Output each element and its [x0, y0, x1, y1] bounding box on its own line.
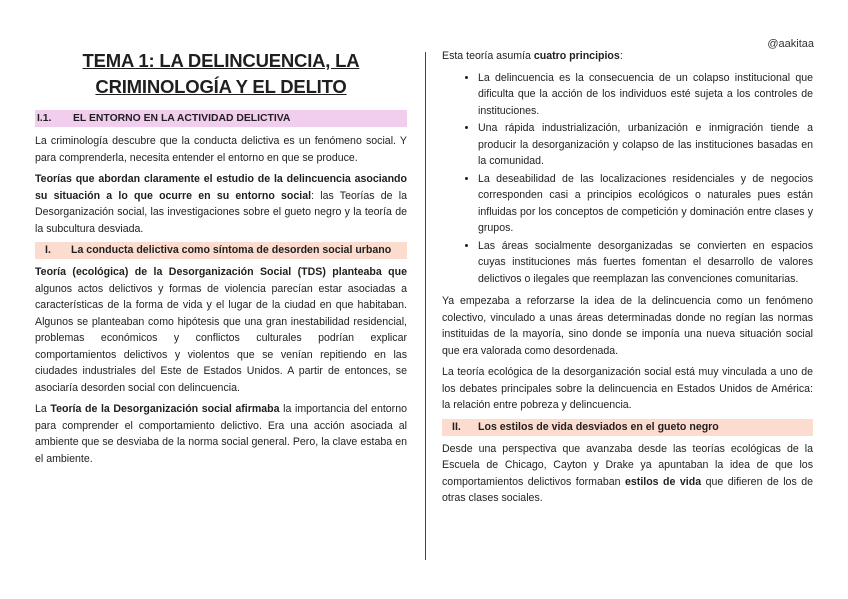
list-item: • Las áreas socialmente desorganizadas se convierten en espacios cuyas instituciones más fuertes fomentan el desarrollo de valores delictivos o ilegales que reemplazan las convenciones comunitarias. — [478, 238, 813, 288]
section-number: I.1. — [37, 113, 52, 124]
tds2-pre: La — [35, 403, 51, 415]
principles-intro-post: : — [619, 50, 623, 62]
principles-intro — [442, 48, 813, 65]
intro-paragraph: La criminología descubre que la conducta delictiva es un fenómeno social. Y para comprenderla, necesita entender el entorno en que se produce. — [35, 135, 407, 164]
author-handle: @aakitaa — [767, 38, 814, 50]
theories-rest: : las Teorías de la Desorganización social, las investigaciones sobre el gueto negro y la teoría de la subcultura desviada. — [35, 189, 407, 235]
principles-intro-bold: cuatro principios — [533, 50, 620, 62]
subsection-heading-1 — [35, 242, 407, 259]
tds2-bold: Teoría de la Desorganización social afirmaba — [50, 403, 280, 415]
subsection-heading-2 — [442, 419, 813, 436]
tds-rest: algunos actos delictivos y formas de violencia parecían estar asociadas a características de la forma de vida y el lugar de la ciudad en que habitaban. Algunos se planteaban como hipótesis que una gran inestabilidad residencial, problemas económicos y conflictos culturales podrían explicar comportamientos delictivos y violentos que se venían repitiendo en las ciudades industriales del Este de Estados Unidos. A partir de entonces, se asociaría desorden social con delincuencia. — [35, 282, 407, 394]
tds-bold: Teoría (ecológica) de la Desorganización Social (TDS) planteaba que — [35, 266, 407, 278]
left-column — [35, 48, 407, 472]
section-heading-1-1 — [35, 110, 407, 127]
column-divider — [425, 52, 426, 560]
page-title — [35, 48, 407, 100]
subsection-number: I. — [45, 244, 51, 256]
principles-intro-pre: Esta teoría asumía — [442, 50, 534, 62]
chicago-paragraph — [442, 441, 813, 507]
tds2-rest: la importancia del entorno para comprender el comportamiento delictivo. Era una acción asociada al ambiente que se desviaba de la norma social general. Pero, la clave estaba en el ambiente. — [35, 403, 407, 465]
list-item: • La delincuencia es la consecuencia de un colapso institucional que dificulta que la acción de los individuos esté sujeta a los controles de instituciones. — [478, 70, 813, 120]
tds-paragraph — [35, 264, 407, 396]
theories-bold: Teorías que abordan claramente el estudio de la delincuencia asociando su situación a lo que ocurre en su entorno social — [35, 173, 407, 202]
subsection-label: La conducta delictiva como síntoma de desorden social urbano — [71, 244, 392, 256]
section-label: EL ENTORNO EN LA ACTIVIDAD DELICTIVA — [73, 113, 291, 124]
chicago-bold: estilos de vida — [625, 475, 702, 488]
ecologica-paragraph: La teoría ecológica de la desorganización social está muy vinculada a uno de los debates principales sobre la delincuencia en Estados Unidos de América: la relación entre pobreza y delincuencia. — [442, 366, 813, 411]
chicago-post: que difieren de los de otras clases sociales. — [442, 475, 813, 504]
list-item: • La deseabilidad de las localizaciones residenciales y de negocios corresponden casi a principios ecológicos o naturales pues están influidas por los conceptos de competición y dominación entre clases y grupos. — [478, 171, 813, 237]
list-item: • Una rápida industrialización, urbanización e inmigración tiende a producir la desorganización y colapso de las instituciones basadas en la comunidad. — [478, 120, 813, 170]
principles-list — [442, 70, 813, 288]
theories-paragraph — [35, 171, 407, 237]
right-column — [442, 48, 813, 512]
fenomeno-paragraph: Ya empezaba a reforzarse la idea de la delincuencia como un fenómeno colectivo, vinculado a unas áreas determinadas donde no regían las normas instituidas de la mayoría, sino donde se imponía una nueva situación social que era valorada como desordenada. — [442, 295, 813, 357]
title-line-1: TEMA 1: LA DELINCUENCIA, LA — [82, 50, 360, 71]
tds2-paragraph — [35, 401, 407, 467]
chicago-pre: Desde una perspectiva que avanzaba desde las teorías ecológicas de la Escuela de Chicago, Cayton y Drake ya apuntaban la idea de que los comportamientos delictivos formaban — [442, 442, 813, 488]
subsection-number: II. — [452, 420, 461, 433]
title-line-2: CRIMINOLOGÍA Y EL DELITO — [95, 76, 347, 97]
subsection-label: Los estilos de vida desviados en el gueto negro — [478, 420, 719, 433]
